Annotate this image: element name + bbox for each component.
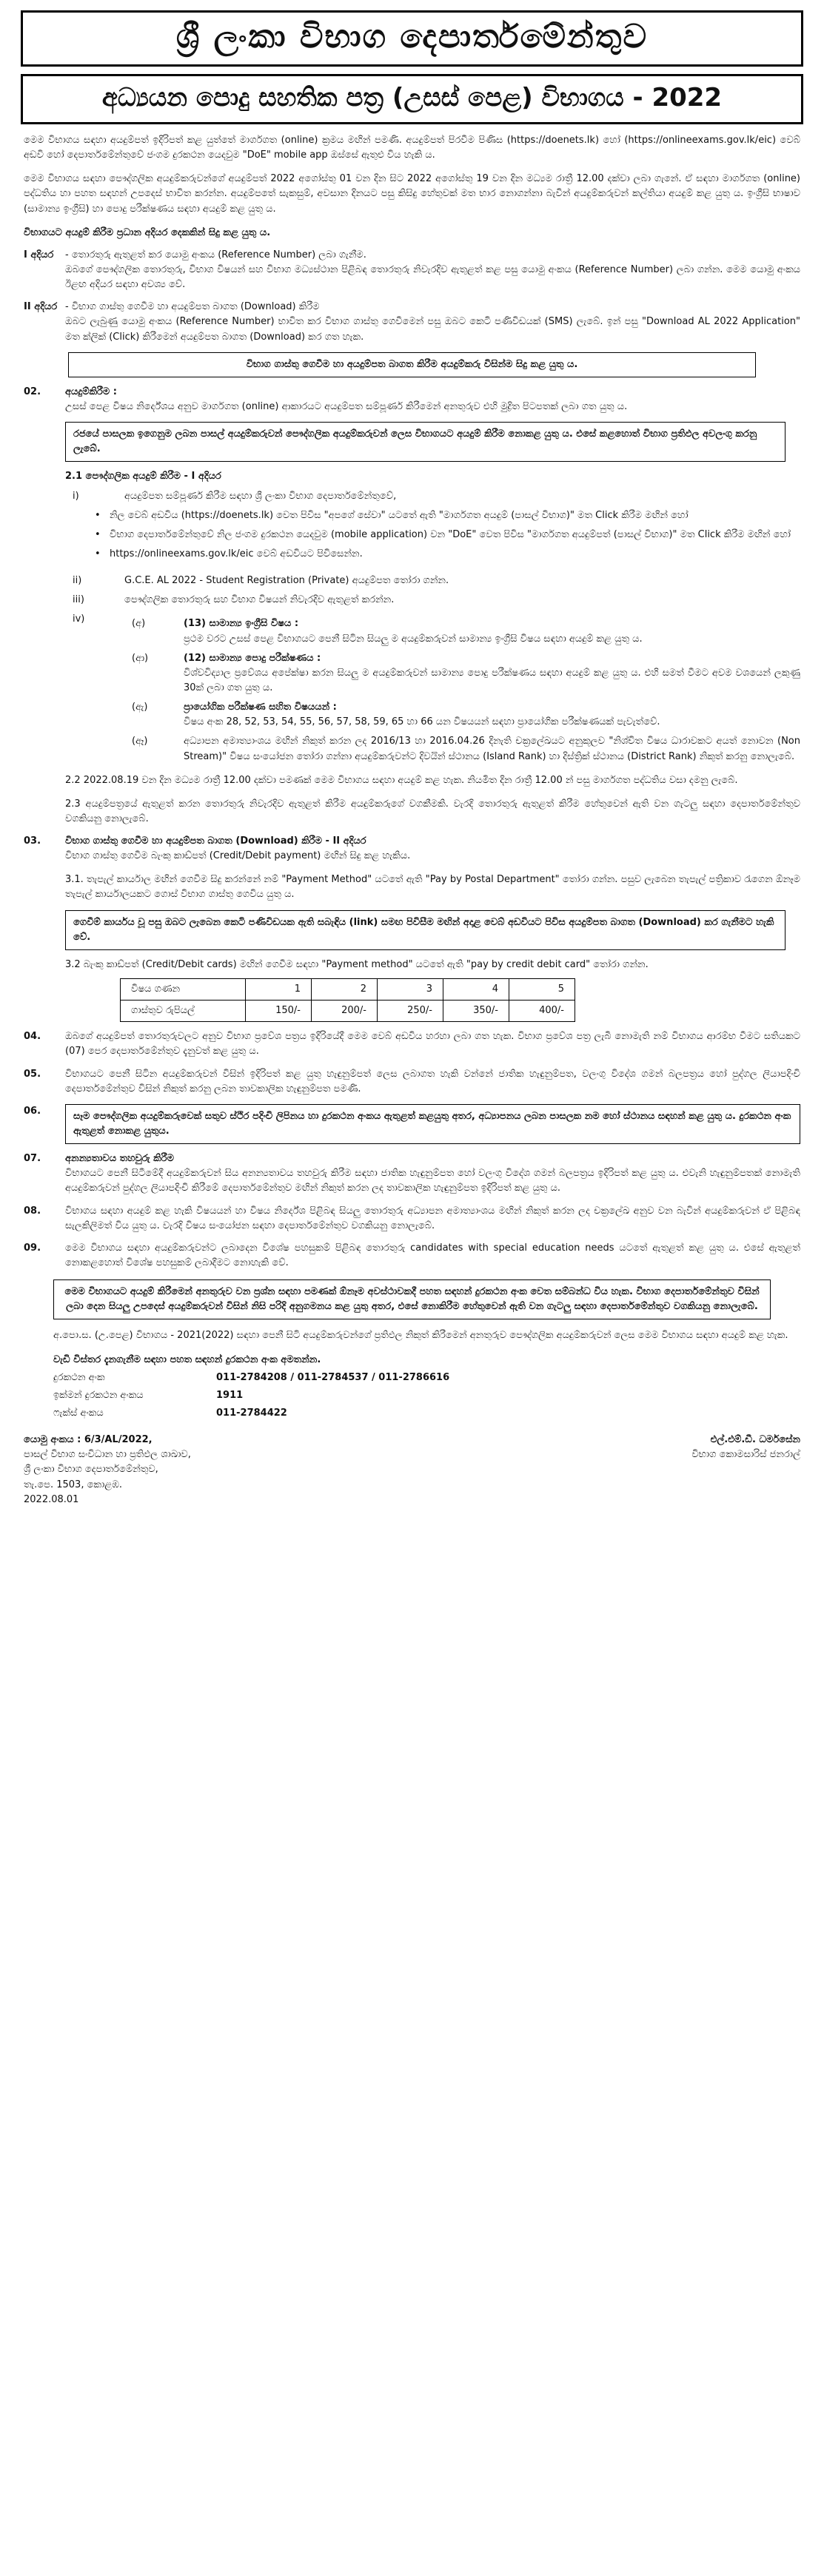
- contact-fax: [24, 1406, 800, 1421]
- item-ae-text: විෂය අංක 28, 52, 53, 54, 55, 56, 57, 58, 59, 65 හා 66 යන විෂයයන් සඳහා ප්‍රායෝගික පරීක්ෂණයක් පැවැත්වේ.: [184, 716, 660, 728]
- paragraph-3-1: 3.1. තැපැල් කාර්යාල මඟින් ගෙවීම සිදු කරන්නේ නම් "Payment Method" යටතේ ඇති "Pay by Postal Department" තෝරා ගන්න. පසුව ලැබෙන තැපැල් පත්‍රිකාව රැගෙන ඕනෑම තැපැල් කාර්යාලයකට ගොස් විභාග ගාස්තු ගෙවිය යුතු ය.: [65, 874, 800, 901]
- section-04-number: 04.: [24, 1031, 41, 1043]
- section-08-number: 08.: [24, 1205, 41, 1217]
- paragraph-2-3: 2.3 අයදුම්පත්‍රයේ ඇතුළත් කරන තොරතුරු නිවැරදිව ඇතුළත් කිරීම අයදුම්කරුගේ වගකීමකි. වැරදි තොරතුරු ඇතුළත් කිරීම හේතුවෙන් ඇති වන ගැටලු සඳහා දෙපාර්තමේන්තුව වගකියනු නොලැබේ.: [65, 798, 800, 824]
- stage-2-body: ඔබට ලැබුණු යොමු අංකය (Reference Number) භාවිත කර විභාග ගාස්තු ගෙවීමෙන් පසු ඔබට කෙටි පණිවිඩයක් (SMS) ලැබේ. ඉන් පසු "Download AL 2022 Application" මත ක්ලික් (Click) කිරීමෙන් අයදුම්පත බාගත (Download) කර ගත හැක.: [65, 316, 800, 343]
- section-07: [24, 1151, 800, 1196]
- item-e-text: අධ්‍යාපන අමාත්‍යාංශය මඟින් නිකුත් කරන ලද 2016/13 හා 2016.04.26 දිනැති චක්‍රලේඛයට අනුකූලව "නිශ්චිත විෂය ධාරාවකට අයත් නොවන (Non Stream)" විෂය සංයෝජන තෝරා ගන්නා අයදුම්කරුවන්ට දිවයින් ස්ථානය (Island Rank) හා දිස්ත්‍රික් ස්ථානය (District Rank) නිකුත් කරනු නොලැබේ.: [184, 736, 800, 762]
- postal-address: තැ.පෙ. 1503, කොළඹ.: [24, 1479, 122, 1490]
- bullet-doenets: නිල වෙබ් අඩවිය (https://doenets.lk) වෙත පිවිස "අපගේ සේවා" යටතේ ඇති "මාර්ගගත අයදුම් (පාසල් විභාග)" මත Click කිරීම මඟින් හෝ: [110, 509, 689, 521]
- section-05: [24, 1067, 800, 1097]
- contact-hotline: [24, 1388, 800, 1403]
- item-iii-label: iii): [73, 594, 84, 606]
- fax-number: 011-2784422: [216, 1408, 287, 1419]
- fee-count-cell: 1: [246, 979, 312, 1001]
- item-iii-text: පෞද්ගලික තොරතුරු සහ විභාග විෂයන් නිවැරදිව ඇතුළත් කරන්න.: [124, 594, 395, 606]
- intro-paragraph-2: මෙම විභාගය සඳහා පෞද්ගලික අයදුම්කරුවන්ගේ අයදුම්පත් 2022 අගෝස්තු 01 වන දින සිට 2022 අගෝස්තු 19 වන දින මධ්‍යම රාත්‍රී 12.00 දක්වා ලබා ගැනේ. ඒ සඳහා මාර්ගගත (online) පද්ධතිය හා පහත සඳහන් උපදෙස් භාවිත කරන්න. අයදුම්පතේ සැකසුම්, අවසාන දිනයට පසු කිසිදු හේතුවක් මත භාර නොගන්නා බැවින් අයදුම්කරුවන් කල්තියා අයදුම් කළ යුතු ය. ඉංග්‍රීසි භාෂාව (සාමාන්‍ය ඉංග්‍රීසි) හා පොදු පරීක්ෂණය සඳහා අයදුම් කළ යුතු ය.: [24, 173, 800, 215]
- list-item: • https://onlineexams.gov.lk/eic වෙබ් අඩවියට පිවිසෙන්න.: [24, 547, 800, 562]
- issue-date: 2022.08.01: [24, 1493, 79, 1505]
- section-09: [24, 1241, 800, 1271]
- stage-2-label: II අදියර: [24, 301, 58, 313]
- item-i-label: i): [73, 490, 79, 502]
- hotline-label: ඉක්මන් දුරකථන අංකය: [53, 1389, 144, 1401]
- hotline-number: 1911: [216, 1389, 244, 1401]
- item-iv-label: iv): [73, 613, 85, 625]
- stage-1-body: ඔබගේ පෞද්ගලික තොරතුරු, විභාග විෂයන් සහ විභාග මධ්‍යස්ථාන පිළිබඳ තොරතුරු නිවැරදිව ඇතුළත් කළ පසු යොමු අංකය (Reference Number) ලබා ගන්න. මෙම යොමු අංකය ඊළඟ අදියර සඳහා අවශ්‍ය වේ.: [65, 263, 800, 291]
- instructions-title: විභාගයට අයදුම් කිරීම ප්‍රධාන අදියර දෙකකින් සිදු කළ යුතු ය.: [24, 226, 271, 238]
- department-title: ශ්‍රී ලංකා විභාග දෙපාර්තමේන්තුව: [21, 10, 803, 67]
- footer-right: [691, 1433, 800, 1507]
- section-03: [24, 834, 800, 903]
- closing-note: අ.පො.ස. (උ.පෙළ) විභාගය - 2021(2022) සඳහා පෙනී සිටි අයදුම්කරුවන්ගේ ප්‍රතිඵල නිකුත් කිරීමෙන් අනතුරුව පෞද්ගලික අයදුම්කරුවන් ලෙස මෙම විභාගය සඳහා අයදුම් කළ හැක.: [53, 1330, 788, 1342]
- fee-count-cell: 3: [378, 979, 443, 1001]
- fee-count-cell: 5: [509, 979, 575, 1001]
- signatory-name: එල්.එම්.ඩී. ධර්මසේන: [710, 1434, 800, 1446]
- contact-phones: [24, 1371, 800, 1385]
- paragraph-2-2: 2.2 2022.08.19 වන දින මධ්‍යම රාත්‍රී 12.00 දක්වා පමණක් මෙම විභාගය සඳහා අයදුම් කළ හැක. නියමිත දින රාත්‍රී 12.00 න් පසු මාර්ගගත පද්ධතිය වසා දමනු ලැබේ.: [65, 774, 738, 786]
- list-item: • නිල වෙබ් අඩවිය (https://doenets.lk) වෙත පිවිස "අපගේ සේවා" යටතේ ඇති "මාර්ගගත අයදුම් (පාසල් විභාග)" මත Click කිරීම මඟින් හෝ: [24, 508, 800, 523]
- item-a-title: (13) සාමාන්‍ය ඉංග්‍රීසි විෂය :: [184, 618, 299, 630]
- section-07-title: අනන්‍යතාවය තහවුරු කිරීම: [65, 1153, 174, 1165]
- bullet-onlineexams: https://onlineexams.gov.lk/eic වෙබ් අඩවියට පිවිසෙන්න.: [110, 548, 363, 559]
- stage-1: [24, 248, 800, 292]
- section-03-title: විභාග ගාස්තු ගෙවීම හා අයදුම්පත බාගත (Download) කිරීම - II අදියර: [65, 835, 366, 847]
- notice-box-school-candidates: රජයේ පාසලක ඉගෙනුම ලබන පාසල් අයදුම්කරුවන් පෞද්ගලික අයදුම්කරුවන් ලෙස විභාගයට අයදුම් කිරීම නොකළ යුතු ය. එසේ කළහොත් විභාග ප්‍රතිඵල අවලංගු කරනු ලැබේ.: [65, 422, 786, 462]
- list-item: • විභාග දෙපාර්තමේන්තුවේ නිල ජංගම දුරකථන යෙදවුම (mobile application) වන "DoE" වෙත පිවිස "මාර්ගගත අයදුම්පත් (පාසල් විභාග)" මත Click කිරීම මඟින් හෝ: [24, 528, 800, 542]
- stage-1-title: - තොරතුරු ඇතුළත් කර යොමු අංකය (Reference Number) ලබා ගැනීම.: [65, 249, 366, 260]
- section-03-number: 03.: [24, 835, 41, 847]
- table-row: [121, 979, 575, 1001]
- contact-title: වැඩි විස්තර දැනගැනීම සඳහා පහත සඳහන් දුරකථන අංක අමතන්න.: [53, 1353, 321, 1365]
- stage-2: [24, 300, 800, 344]
- notice-box-address: සෑම පෞද්ගලික අයදුම්කරුවෙක් සතුව ස්ථිර පදිංචි ලිපිනය හා දුරකථන අංකය ඇතුළත් කළයුතු අතර, අධ්‍යාපනය ලබන පාසලක නම හෝ ස්ථානය සඳහන් කළ යුතු ය. දුරකථන අංක ඇතුළත් නොකළ යුතුය.: [65, 1104, 800, 1144]
- section-08: [24, 1204, 800, 1234]
- item-ae-label: (ඇ): [132, 702, 148, 713]
- section-04: [24, 1029, 800, 1059]
- fee-amount-cell: 250/-: [378, 1001, 443, 1022]
- item-aa-label: (ආ): [132, 652, 149, 664]
- footer-left: [24, 1433, 191, 1507]
- section-02-body: උසස් පෙළ විෂය නිර්දේශය අනුව මාර්ගගත (online) ආකාරයට අයදුම්පත සම්පූර්ණ කිරීමෙන් අනතුරුව එහි මුද්‍රිත පිටපතක් ලබා ගත යුතු ය.: [65, 400, 628, 412]
- section-07-number: 07.: [24, 1153, 41, 1165]
- fee-row-amount-label: ගාස්තුව රුපියල්: [121, 1001, 246, 1022]
- section-02-title: අයදුම්කිරීම :: [65, 386, 117, 397]
- item-ii-label: ii): [73, 575, 82, 587]
- item-aa-text: විශ්වවිද්‍යාල ප්‍රවේශය අපේක්ෂා කරන සියලු ම අයදුම්කරුවන් සාමාන්‍ය පොදු පරීක්ෂණය සඳහා අයදුම් කළ යුතු ය. එහි සමත් වීමට අවම වශයෙන් ලකුණු 30ක් ලබා ගත යුතු ය.: [184, 667, 800, 693]
- stage-2-title: - විභාග ගාස්තු ගෙවීම හා අයදුම්පත බාගත (Download) කිරීම: [65, 301, 320, 313]
- department-name: ශ්‍රී ලංකා විභාග දෙපාර්තමේන්තුව,: [24, 1464, 158, 1476]
- item-ii-text: G.C.E. AL 2022 - Student Registration (Private) අයදුම්පත තෝරා ගන්න.: [124, 575, 449, 587]
- bullet-doe-app: විභාග දෙපාර්තමේන්තුවේ නිල ජංගම දුරකථන යෙදවුම (mobile application) වන "DoE" වෙත පිවිස "මාර්ගගත අයදුම්පත් (පාසල් විභාග)" මත Click කිරීම මඟින් හෝ: [110, 528, 791, 540]
- section-05-number: 05.: [24, 1068, 41, 1080]
- subsection-2-1-title: 2.1 පෞද්ගලික අයදුම් කිරීම - I අදියර: [65, 471, 221, 482]
- notice-box-download: ගෙවීම් කාර්යය වූ පසු ඔබට ලැබෙන කෙටි පණිවිඩයක ඇති සබැඳිය (link) සමඟ පිවිසීම මඟින් අදාළ වෙබ් අඩවියට පිවිස අයදුම්පත බාගත (Download) කර ගැනීමට හැකි වේ.: [65, 910, 786, 950]
- signatory-title: විභාග කොමසාරිස් ජනරාල්: [691, 1449, 800, 1461]
- section-03-intro: විභාග ගාස්තු ගෙවීම බැංකු කාඩ්පත් (Credit/Debit payment) මඟින් සිදු කළ හැකිය.: [65, 850, 411, 862]
- section-06-number: 06.: [24, 1105, 41, 1117]
- item-a-text: ප්‍රථම වරට උසස් පෙළ විභාගයට පෙනී සිටින සියලු ම අයදුම්කරුවන් සාමාන්‍ය ඉංග්‍රීසි විෂය සඳහා අයදුම් කළ යුතු ය.: [184, 633, 643, 645]
- phone-label: දුරකථන අංක: [53, 1371, 105, 1383]
- fee-count-cell: 2: [312, 979, 378, 1001]
- item-e-label: (ඈ): [132, 736, 148, 747]
- item-aa-title: (12) සාමාන්‍ය පොදු පරීක්ෂණය :: [184, 652, 321, 664]
- section-05-text: විභාගයට පෙනී සිටින අයදුම්කරුවන් විසින් ඉදිරිපත් කළ යුතු හැඳුනුම්පත් ලෙස ලබාගත හැකි වන්නේ ජාතික හැඳුනුම්පත, වලංගු විදේශ ගමන් බලපත්‍රය හෝ පුද්ගල ලියාපදිංචි දෙපාර්තමේන්තුව විසින් නිකුත් කරනු ලබන තාවකාලික හැඳුනුම්පත පමණි.: [65, 1068, 800, 1094]
- intro-paragraph-1: මෙම විභාගය සඳහා අයදුම්පත් ඉදිරිපත් කළ යුත්තේ මාර්ගගත (online) ක්‍රමය මඟින් පමණි. අයදුම්පත් පිරවීම පිණිස (https://doenets.lk) හෝ (https://onlineexams.gov.lk/eic) වෙබ් අඩවි හෝ දෙපාර්තමේන්තුවේ ජංගම දුරකථන යෙදවුම "DoE" mobile app ඔස්සේ ඇතුළු විය හැකි ය.: [24, 135, 800, 161]
- table-row: [121, 1001, 575, 1022]
- branch-name: පාසල් විභාග සංවිධාන හා ප්‍රතිඵල ශාඛාව,: [24, 1449, 191, 1461]
- section-04-text: ඔබගේ අයදුම්පත් තොරතුරුවලට අනුව විභාග ප්‍රවේශ පත්‍රය ඉදිරියේදී මෙම වෙබ් අඩවිය හරහා ලබා ගත හැක. විභාග ප්‍රවේශ පත්‍ර ලැබී නොමැති නම් විභාගය ආරම්භ වීමට සතියකට (07) පෙර දෙපාර්තමේන්තුව දැනුවත් කළ යුතු ය.: [65, 1031, 800, 1057]
- exam-title: අධ්‍යයන පොදු සහතික පත්‍ර (උසස් පෙළ) විභාගය - 2022: [21, 74, 803, 124]
- notice-box-fee: විභාග ගාස්තු ගෙවීම හා අයදුම්පත බාගත කිරීම අයදුම්කරු විසින්ම සිදු කළ යුතු ය.: [68, 352, 756, 377]
- fee-amount-cell: 200/-: [312, 1001, 378, 1022]
- section-09-text: මෙම විභාගය සඳහා අයදුම්කරුවන්ට ලබාදෙන විශේෂ පහසුකම් පිළිබඳ තොරතුරු candidates with special education needs යටතේ ඇතුළත් කළ යුතු ය. එසේ ඇතුළත් නොකළහොත් විශේෂ පහසුකම් ලබාදීමට නොහැකි වේ.: [65, 1242, 800, 1269]
- fee-table: [120, 978, 575, 1022]
- section-09-number: 09.: [24, 1242, 41, 1254]
- fee-amount-cell: 400/-: [509, 1001, 575, 1022]
- notice-box-final: මෙම විභාගයට අයදුම් කිරීමෙන් අනතුරුව වන ප්‍රශ්න සඳහා පමණක් ඕනෑම අවස්ථාවකදී පහත සඳහන් දුරකථන අංක වෙත සම්බන්ධ විය හැක. විභාග දෙපාර්තමේන්තුව විසින් ලබා දෙන සියලු උපදෙස් අයදුම්කරුවන් විසින් නිසි පරිදි අනුගමනය කළ යුතු අතර, එසේ නොකිරීම හේතුවෙන් ඇති වන ගැටලු සඳහා දෙපාර්තමේන්තුව වගකියනු නොලැබේ.: [53, 1279, 771, 1319]
- reference-number: යොමු අංකය : 6/3/AL/2022,: [24, 1434, 153, 1446]
- fee-amount-cell: 350/-: [443, 1001, 509, 1022]
- intro-section: [24, 133, 800, 1507]
- section-06: [24, 1104, 800, 1144]
- fee-amount-cell: 150/-: [246, 1001, 312, 1022]
- item-ae-title: ප්‍රායෝගික පරීක්ෂණ සහිත විෂයයන් :: [184, 702, 337, 713]
- footer: [24, 1433, 800, 1507]
- phone-numbers: 011-2784208 / 011-2784537 / 011-2786616: [216, 1371, 450, 1383]
- section-02-number: 02.: [24, 386, 41, 397]
- item-i-text: අයදුම්පත සම්පූර්ණ කිරීම සඳහා ශ්‍රී ලංකා විභාග දෙපාර්තමේන්තුවේ,: [124, 490, 397, 502]
- section-07-text: විභාගයට පෙනී සිටීමේදී අයදුම්කරුවන් සිය අනන්‍යතාවය තහවුරු කිරීම සඳහා ජාතික හැඳුනුම්පත හෝ වලංගු විදේශ ගමන් බලපත්‍රය ඉදිරිපත් කළ යුතු ය. එවැනි හැඳුනුම්පතක් නොමැති අයදුම්කරුවන් පුද්ගල ලියාපදිංචි කිරීමේ දෙපාර්තමේන්තුව මඟින් නිකුත් කරන ලද තාවකාලික හැඳුනුම්පත ඉදිරිපත් කළ යුතු ය.: [65, 1168, 800, 1194]
- fax-label: ෆැක්ස් අංකය: [53, 1408, 104, 1419]
- fee-count-cell: 4: [443, 979, 509, 1001]
- item-a-label: (අ): [132, 618, 146, 630]
- fee-row-subjects-label: විෂය ගණන: [121, 979, 246, 1001]
- stage-1-label: I අදියර: [24, 249, 54, 260]
- section-08-text: විභාගය සඳහා අයදුම් කළ හැකි විෂයයන් හා විෂය නිර්දේශ පිළිබඳ සියලු තොරතුරු අධ්‍යාපන අමාත්‍යාංශය මඟින් නිකුත් කරන ලද චක්‍රලේඛ අනුව වන බැවින් අයදුම්කරුවන් ඒ පිළිබඳ සැලකිලිමත් විය යුතු ය. වැරදි විෂය සංයෝජන සඳහා දෙපාර්තමේන්තුව වගකියනු නොලැබේ.: [65, 1205, 800, 1231]
- paragraph-3-2: 3.2 බැංකු කාඩ්පත් (Credit/Debit cards) මඟින් ගෙවීම සඳහා "Payment method" යටතේ ඇති "pay by credit debit card" තෝරා ගන්න.: [65, 958, 649, 970]
- section-02: [24, 385, 800, 414]
